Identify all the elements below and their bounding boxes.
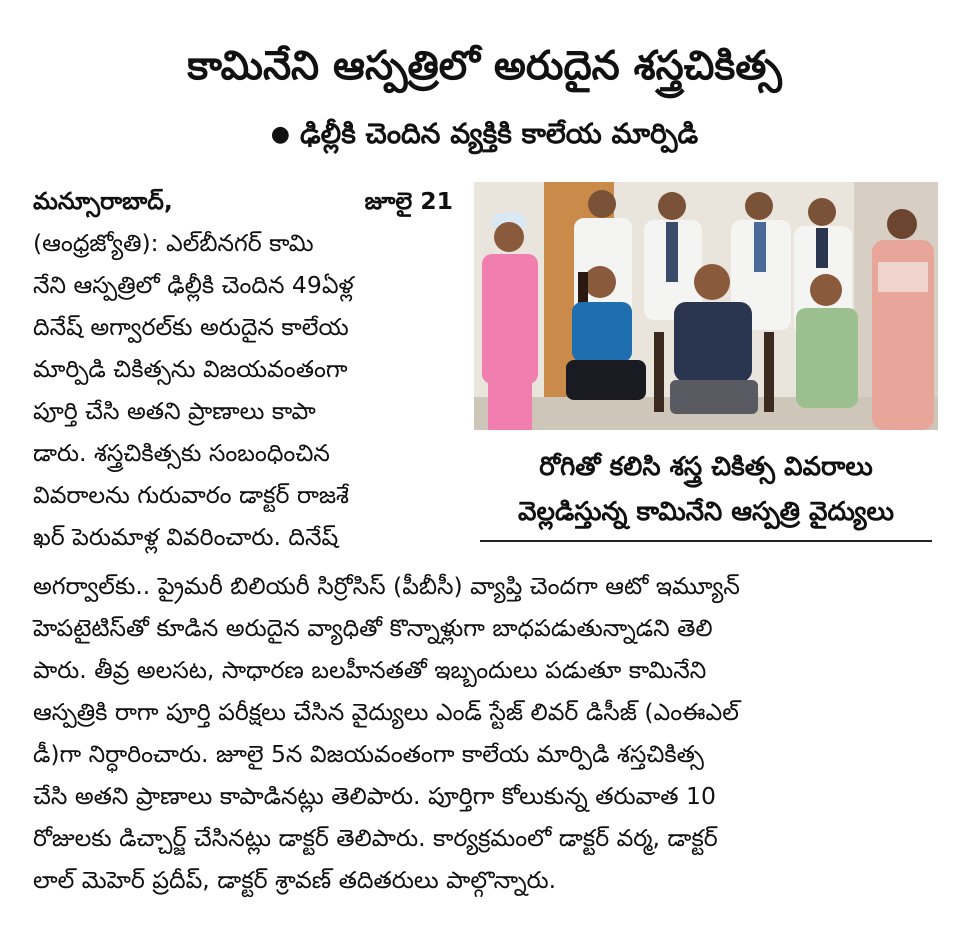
column-line: (ఆంధ్రజ్యోతి): ఎల్‌బీనగర్ కామి bbox=[33, 229, 314, 257]
body-line: అగర్వాల్‌కు.. ప్రైమరీ బిలియరీ సిర్రోసిస్ (పీబీసీ) వ్యాప్తి చెందగా ఆటో ఇమ్యూన్ bbox=[33, 572, 740, 600]
headline: కామినేని ఆస్పత్రిలో అరుదైన శస్త్రచికిత్స bbox=[187, 43, 782, 89]
caption-line: వెల్లడిస్తున్న కామినేని ఆస్పత్రి వైద్యులు bbox=[518, 497, 894, 527]
subheadline-text: ఢిల్లీకి చెందిన వ్యక్తికి కాలేయ మార్పిడి bbox=[299, 117, 699, 150]
column-line: దినేష్ అగ్వారల్‌కు అరుదైన కాలేయ bbox=[33, 313, 349, 341]
column-line: వివరాలను గురువారం డాక్టర్ రాజశే bbox=[33, 481, 349, 509]
body-line: పారు. తీవ్ర అలసట, సాధారణ బలహీనతతో ఇబ్బందులు పడుతూ కామినేని bbox=[33, 656, 707, 684]
dateline bbox=[33, 180, 453, 222]
dateline-date: జూలై 21 bbox=[364, 187, 453, 215]
column-line: మార్పిడి చికిత్సను విజయవంతంగా bbox=[33, 355, 348, 383]
news-photo bbox=[474, 182, 938, 430]
article-body-full bbox=[33, 565, 938, 901]
body-line: ఆస్పత్రికి రాగా పూర్తి పరీక్షలు చేసిన వైద్యులు ఎండ్ స్టేజ్ లివర్ డిసీజ్ (ఎంఈఎల్ bbox=[33, 698, 739, 726]
body-line: లాల్ మెహెర్ ప్రదీప్, డాక్టర్ శ్రావణ్ తదితరులు పాల్గొన్నారు. bbox=[33, 866, 557, 894]
body-line: చేసి అతని ప్రాణాలు కాపాడినట్లు తెలిపారు. పూర్తిగా కోలుకున్న తరువాత 10 bbox=[33, 782, 716, 810]
column-line: డారు. శస్త్రచికిత్సకు సంబంధించిన bbox=[33, 439, 330, 467]
caption-line: రోగితో కలిసి శస్త్ర చికిత్స వివరాలు bbox=[539, 452, 873, 482]
subheadline bbox=[0, 114, 969, 155]
column-line: ఖర్ పెరుమాళ్ల వివరించారు. దినేష్ bbox=[33, 523, 339, 551]
body-line: హెపటైటిస్‌తో కూడిన అరుదైన వ్యాధితో కొన్నాళ్లుగా బాధపడుతున్నాడని తెలి bbox=[33, 614, 713, 642]
photo-illustration bbox=[474, 182, 938, 430]
body-line: డీ)గా నిర్ధారించారు. జూలై 5న విజయవంతంగా కాలేయ మార్పిడి శస్తచికిత్స bbox=[33, 740, 704, 768]
column-line: పూర్తి చేసి అతని ప్రాణాలు కాపా bbox=[33, 397, 316, 425]
photo-caption bbox=[474, 445, 938, 535]
article-column bbox=[33, 180, 453, 558]
bullet-icon: ● bbox=[270, 122, 290, 147]
body-line: రోజులకు డిచ్చార్జ్ చేసినట్లు డాక్టర్ తెలిపారు. కార్యక్రమంలో డాక్టర్ వర్మ, డాక్టర్ bbox=[33, 824, 718, 852]
woman-figure bbox=[872, 209, 934, 430]
caption-underline bbox=[480, 540, 932, 542]
dateline-place: మన్సూరాబాద్, bbox=[33, 187, 173, 215]
column-line: నేని ఆస్పత్రిలో ఢిల్లీకి చెందిన 49ఏళ్ల bbox=[33, 271, 354, 299]
